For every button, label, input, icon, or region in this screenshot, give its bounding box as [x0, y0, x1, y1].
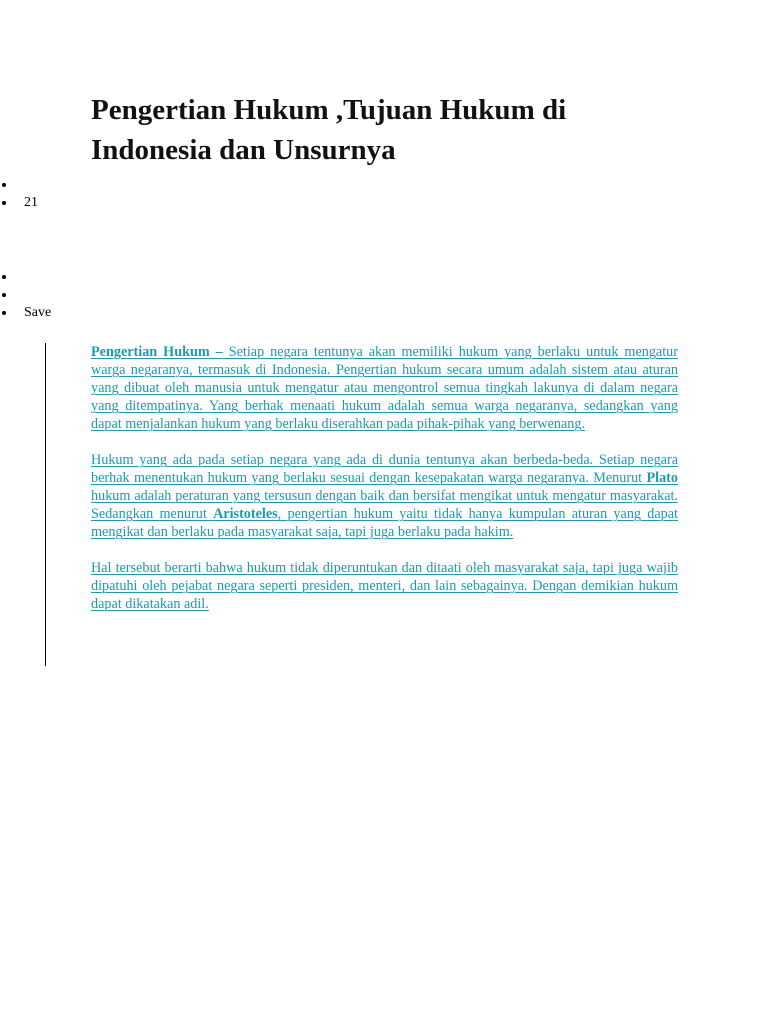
article-link-2[interactable]	[91, 452, 678, 540]
article-paragraph-1	[91, 343, 678, 433]
paragraph-text: Hukum yang ada pada setiap negara yang ada di dunia tentunya akan berbeda-beda. Setiap negara berhak menentukan hukum yang berlaku sesuai dengan kesepakatan warga negaranya. Menurut	[91, 452, 678, 486]
bold-term-plato: Plato	[646, 470, 678, 486]
meta-item-save[interactable]	[0, 304, 51, 322]
meta-item-label: 21	[24, 195, 38, 210]
paragraph-text: hukum adalah peraturan yang tersusun dengan baik dan bersifat mengikat untuk mengatur masyarakat. Sedangkan menurut	[91, 488, 678, 522]
page-title: Pengertian Hukum ,Tujuan Hukum di Indonesia dan Unsurnya	[91, 94, 567, 166]
bullet-icon	[2, 201, 6, 205]
article-body	[91, 343, 678, 631]
bullet-icon	[2, 275, 6, 279]
article-link-3[interactable]	[91, 560, 678, 612]
bullet-icon	[2, 183, 6, 187]
blockquote-bar	[45, 343, 46, 666]
paragraph-text: Setiap negara tentunya akan memiliki hukum yang berlaku untuk mengatur warga negaranya, termasuk di Indonesia. Pengertian hukum secara umum adalah sistem atau aturan yang dibuat oleh manusia untuk mengatur atau mengontrol semua tingkah lakunya di dalam negara yang ditempatinya. Yang berhak menaati hukum adalah semua warga negaranya, sedangkan yang dapat menjalankan hukum yang berlaku diserahkan pada pihak-pihak yang berwenang.	[91, 344, 678, 432]
article-paragraph-3	[91, 559, 678, 613]
bold-term-aristoteles: Aristoteles	[213, 506, 278, 522]
meta-item-page-count	[0, 194, 51, 212]
paragraph-text: , pengertian hukum yaitu tidak hanya kumpulan aturan yang dapat mengikat dan berlaku pada masyarakat saja, tapi juga berlaku pada hakim.	[91, 506, 678, 540]
save-button[interactable]: Save	[24, 305, 52, 320]
meta-item-empty-1[interactable]	[0, 176, 51, 194]
paragraph-text: Hal tersebut berarti bahwa hukum tidak diperuntukan dan ditaati oleh masyarakat saja, tapi juga wajib dipatuhi oleh pejabat negara seperti presiden, menteri, dan lain sebagainya. Dengan demikian hukum dapat dikatakan adil.	[91, 560, 678, 612]
bullet-icon	[2, 311, 6, 315]
lead-term: Pengertian Hukum –	[91, 344, 223, 360]
meta-spacer	[0, 212, 51, 268]
article-link-1[interactable]	[91, 344, 678, 432]
meta-item-empty-2[interactable]	[0, 268, 51, 286]
bullet-icon	[2, 293, 6, 297]
document-meta-list	[0, 176, 51, 322]
article-paragraph-2	[91, 451, 678, 541]
meta-item-empty-3[interactable]	[0, 286, 51, 304]
